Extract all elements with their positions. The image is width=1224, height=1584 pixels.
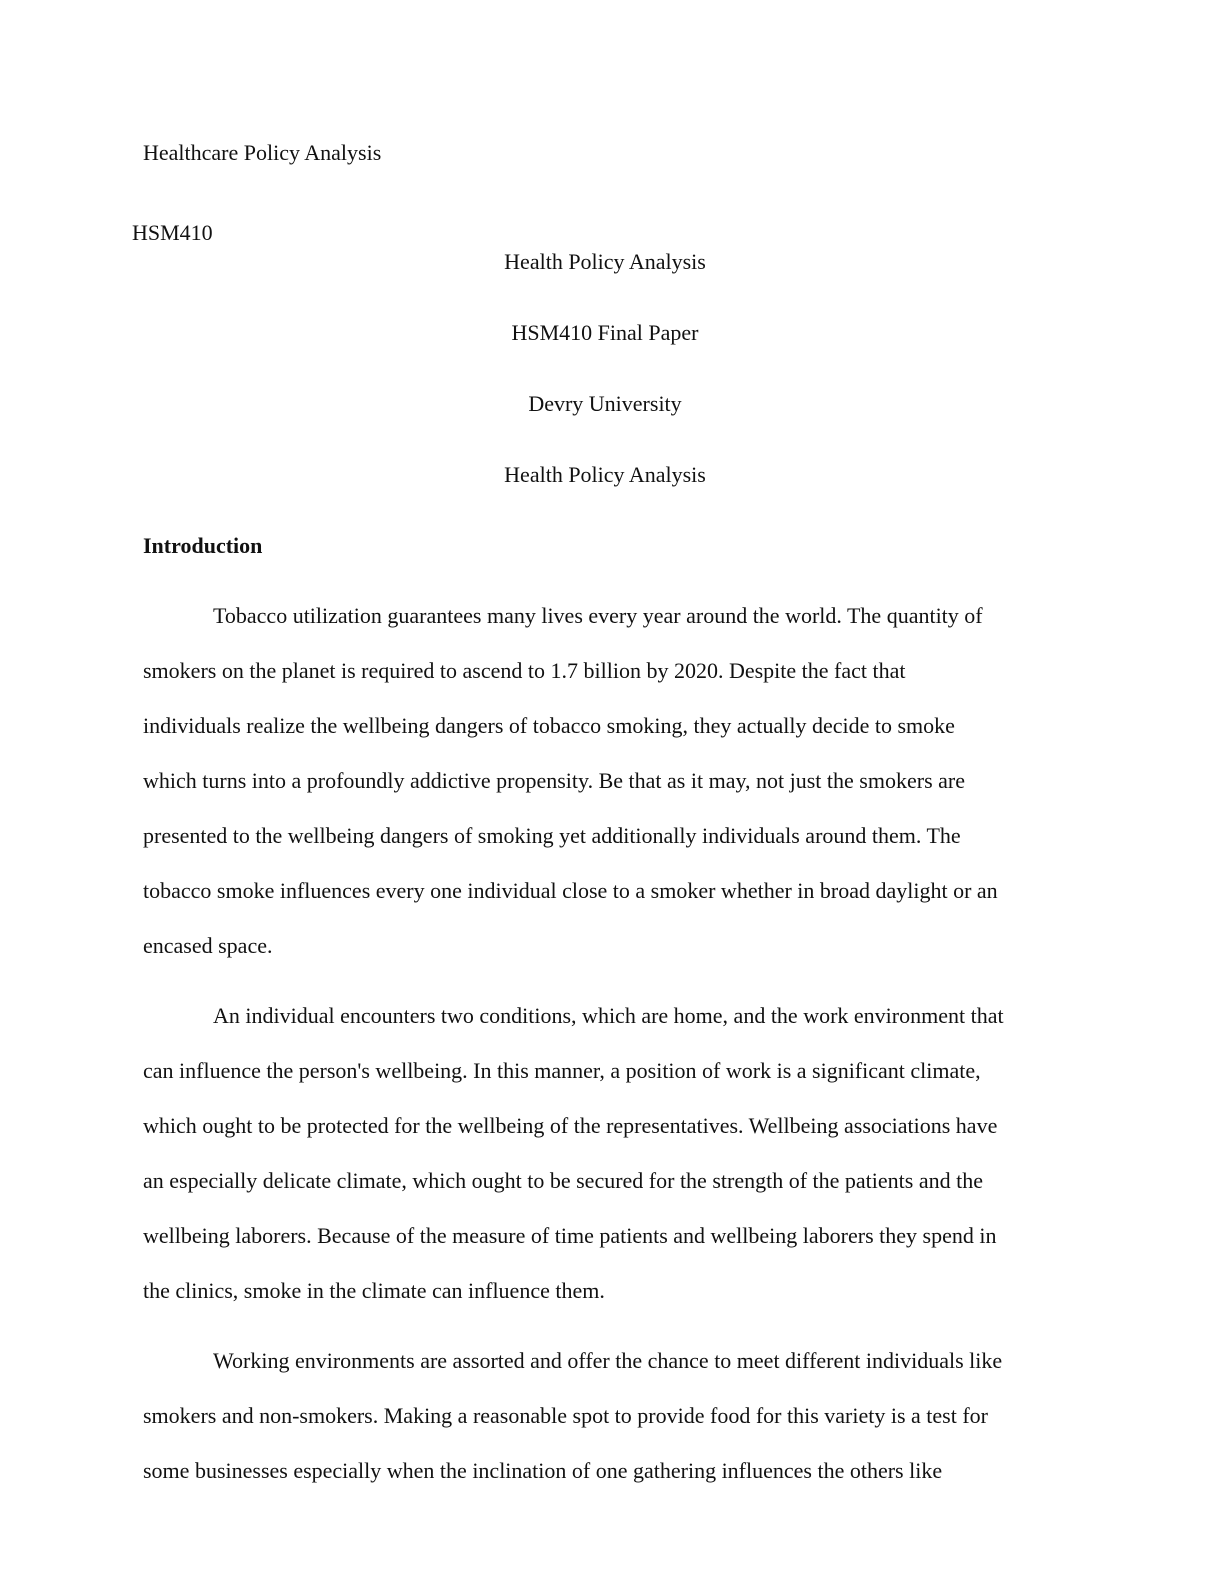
paragraph-line: presented to the wellbeing dangers of smoking yet additionally individuals around them. The — [143, 823, 961, 848]
paragraph-line: which turns into a profoundly addictive propensity. Be that as it may, not just the smokers are — [143, 768, 965, 793]
paragraph-line: individuals realize the wellbeing dangers of tobacco smoking, they actually decide to smoke — [143, 713, 955, 738]
paper-title: Health Policy Analysis — [504, 249, 706, 274]
title-block — [0, 248, 1210, 532]
paragraph-1 — [143, 588, 1078, 973]
paper-subtitle: HSM410 Final Paper — [511, 320, 699, 345]
paragraph-line: tobacco smoke influences every one individual close to a smoker whether in broad daylight or an — [143, 878, 998, 903]
paragraph-line: Working environments are assorted and offer the chance to meet different individuals like — [213, 1348, 1003, 1373]
paragraph-3 — [143, 1333, 1078, 1498]
institution: Devry University — [528, 391, 682, 416]
section-heading-introduction: Introduction — [143, 533, 263, 558]
paragraph-line: can influence the person's wellbeing. In this manner, a position of work is a significant climate, — [143, 1058, 981, 1083]
running-head: Healthcare Policy Analysis — [143, 140, 382, 165]
paragraph-line: which ought to be protected for the wellbeing of the representatives. Wellbeing associations have — [143, 1113, 998, 1138]
paragraph-line: wellbeing laborers. Because of the measure of time patients and wellbeing laborers they spend in — [143, 1223, 997, 1248]
course-code: HSM410 — [132, 220, 213, 245]
paragraph-line: smokers on the planet is required to ascend to 1.7 billion by 2020. Despite the fact that — [143, 658, 906, 683]
paragraph-line: smokers and non-smokers. Making a reasonable spot to provide food for this variety is a test for — [143, 1403, 988, 1428]
paper-title-repeat: Health Policy Analysis — [504, 462, 706, 487]
paragraph-line: some businesses especially when the inclination of one gathering influences the others like — [143, 1458, 943, 1483]
paragraph-line: encased space. — [143, 933, 273, 958]
paragraph-2 — [143, 988, 1078, 1318]
paragraph-line: the clinics, smoke in the climate can influence them. — [143, 1278, 605, 1303]
body-text — [143, 588, 1078, 1513]
paragraph-line: Tobacco utilization guarantees many lives every year around the world. The quantity of — [213, 603, 983, 628]
paragraph-line: An individual encounters two conditions, which are home, and the work environment that — [213, 1003, 1004, 1028]
paragraph-line: an especially delicate climate, which ought to be secured for the strength of the patients and the — [143, 1168, 983, 1193]
